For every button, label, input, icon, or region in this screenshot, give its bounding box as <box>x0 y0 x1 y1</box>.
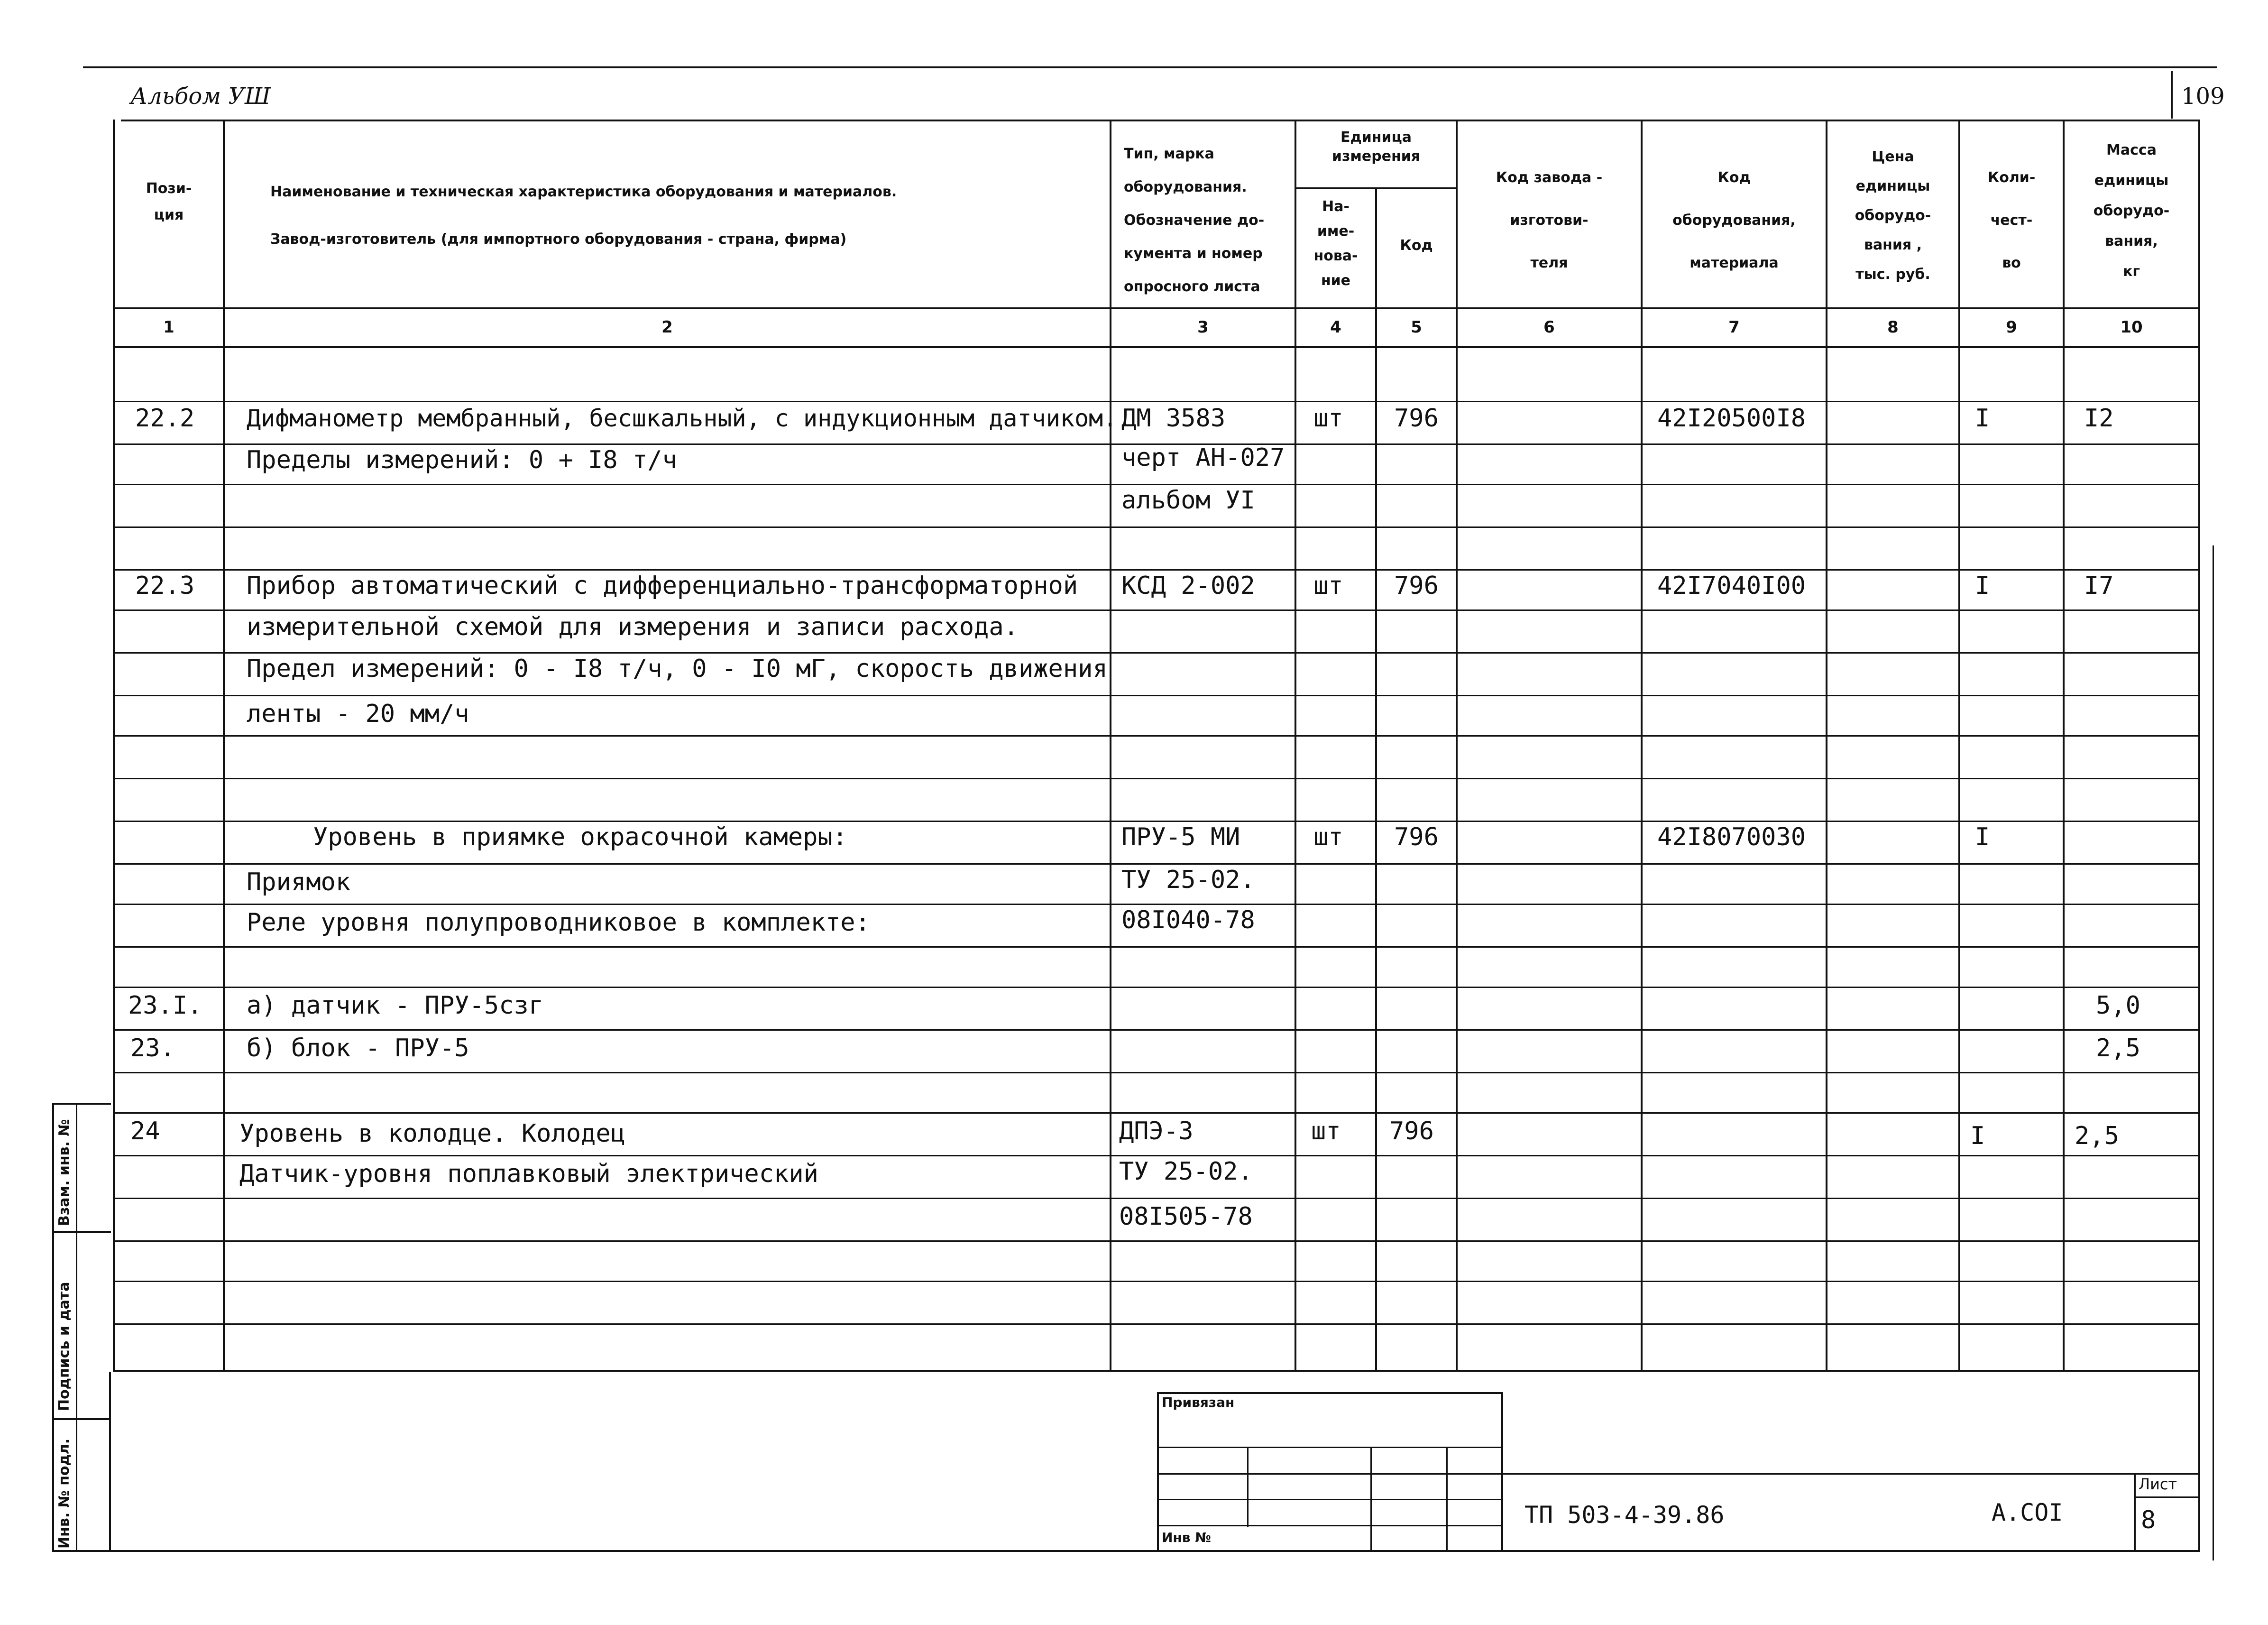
mass: 5,0 <box>2096 991 2140 1020</box>
scan-edge-line <box>2213 545 2214 1560</box>
item-name: Реле уровня полупроводниковое в комплекте: <box>247 908 870 937</box>
col-number-1: 1 <box>163 318 174 337</box>
item-name: измерительной схемой для измерения и записи расхода. <box>247 613 1019 641</box>
col-number-3: 3 <box>1197 318 1209 337</box>
bottom-frame-left <box>109 1372 111 1552</box>
quantity: I <box>1975 572 1990 600</box>
item-type: ДМ 3583 <box>1121 404 1226 433</box>
side-stamp-inv-label: Инв. № подл. <box>56 1438 73 1549</box>
album-label: Альбом УШ <box>130 83 271 110</box>
item-name: Уровень в приямке окрасочной камеры: <box>313 823 848 851</box>
item-name: б) блок - ПРУ-5 <box>247 1034 469 1062</box>
header-col1: Пози- ция <box>146 180 192 223</box>
position: 23. <box>130 1034 175 1062</box>
mass: I2 <box>2084 404 2114 433</box>
col-number-7: 7 <box>1728 318 1740 337</box>
quantity: I <box>1970 1122 1985 1150</box>
position: 24 <box>130 1117 160 1145</box>
unit-code: 796 <box>1394 823 1439 851</box>
sheet-label: Лист <box>2139 1475 2177 1493</box>
album-code: А.СОI <box>1992 1499 2063 1526</box>
quantity: I <box>1975 404 1990 433</box>
item-type: ДПЭ-3 <box>1119 1117 1194 1145</box>
side-stamp-sign-label: Подпись и дата <box>56 1282 73 1411</box>
header-col2: Наименование и техническая характеристика оборудования и материалов. Завод-изготовитель (для импортного оборудования - страна, фирма) <box>270 184 897 248</box>
inventory-number-label: Инв № <box>1162 1530 1211 1545</box>
unit-name: шт <box>1313 404 1343 433</box>
header-col10: Масса единицы оборудо- вания, кг <box>2093 142 2170 280</box>
col-number-10: 10 <box>2120 318 2143 337</box>
header-col8: Цена единицы оборудо- вания , тыс. руб. <box>1855 148 1931 283</box>
quantity: I <box>1975 823 1990 851</box>
item-name: Пределы измерений: 0 + I8 т/ч <box>247 446 677 474</box>
header-col7: Код оборудования, материала <box>1672 169 1796 271</box>
bottom-frame-bottom <box>52 1550 2200 1552</box>
item-name: а) датчик - ПРУ-5сзг <box>247 991 544 1020</box>
item-type: 08I040-78 <box>1121 906 1255 934</box>
item-name: Предел измерений: 0 - I8 т/ч, 0 - I0 мГ, скорость движения <box>247 655 1108 683</box>
unit-code: 796 <box>1394 404 1439 433</box>
item-name: Дифманометр мембранный, бесшкальный, с индукционным датчиком. <box>247 405 1118 432</box>
item-name: Приямок <box>247 868 351 896</box>
unit-code: 796 <box>1394 572 1439 600</box>
mass: 2,5 <box>2096 1034 2140 1062</box>
sheet-number: 8 <box>2141 1506 2156 1534</box>
col-number-5: 5 <box>1411 318 1422 337</box>
item-type: ТУ 25-02. <box>1121 866 1255 894</box>
top-border <box>83 66 2217 68</box>
col-number-6: 6 <box>1543 318 1555 337</box>
position: 22.2 <box>135 404 195 433</box>
bound-label: Привязан <box>1162 1394 1235 1410</box>
equipment-code: 42I20500I8 <box>1657 404 1806 433</box>
side-stamp-replace-label: Взам. инв. № <box>56 1119 73 1226</box>
mass: I7 <box>2084 572 2114 600</box>
col-number-8: 8 <box>1887 318 1899 337</box>
unit-name: шт <box>1313 823 1343 851</box>
bottom-frame-right <box>2198 1372 2200 1552</box>
position: 22.3 <box>135 572 195 600</box>
header-col6: Код завода - изготови- теля <box>1496 169 1603 271</box>
page-number: 109 <box>2181 83 2225 110</box>
equipment-code: 42I7040I00 <box>1657 572 1806 600</box>
item-type: ТУ 25-02. <box>1119 1157 1253 1186</box>
header-col3: Тип, марка оборудования. Обозначение до- кумента и номер опросного листа <box>1124 146 1265 295</box>
item-name: Датчик-уровня поплавковый электрический <box>239 1160 818 1188</box>
item-name: Прибор автоматический с дифференциально-трансформаторной <box>247 572 1078 600</box>
unit-name: шт <box>1311 1117 1341 1145</box>
document-designation: ТП 503-4-39.86 <box>1524 1501 1725 1529</box>
mass: 2,5 <box>2075 1122 2119 1150</box>
unit-name: шт <box>1313 572 1343 600</box>
col-number-9: 9 <box>2006 318 2017 337</box>
item-name: Уровень в колодце. Колодец <box>239 1119 625 1148</box>
col-number-4: 4 <box>1330 318 1341 337</box>
page-number-divider <box>2171 71 2173 119</box>
unit-code: 796 <box>1389 1117 1434 1145</box>
header-unit-group: Единица измерения <box>1331 129 1421 165</box>
position: 23.I. <box>128 991 202 1020</box>
item-name: ленты - 20 мм/ч <box>247 700 469 728</box>
equipment-code: 42I8070030 <box>1657 823 1806 851</box>
item-type: КСД 2-002 <box>1121 572 1255 600</box>
col-number-2: 2 <box>661 318 673 337</box>
item-type: альбом УI <box>1121 486 1255 515</box>
item-type: 08I505-78 <box>1119 1202 1253 1231</box>
header-col4: На- име- нова- ние <box>1313 198 1358 289</box>
item-type: ПРУ-5 МИ <box>1121 823 1240 851</box>
header-col9: Коли- чест- во <box>1987 169 2036 271</box>
header-col5: Код <box>1400 237 1433 254</box>
item-type: черт АН-027 <box>1121 443 1285 472</box>
